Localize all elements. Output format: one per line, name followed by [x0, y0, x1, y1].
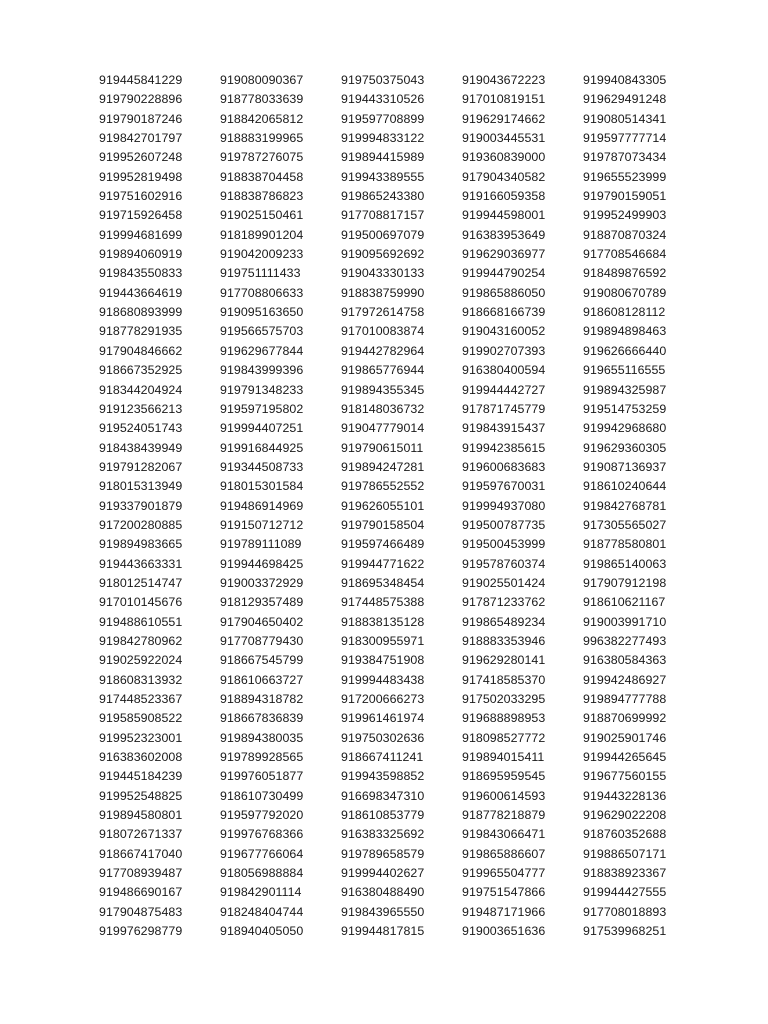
- phone-number-cell: 918344204924: [99, 382, 183, 397]
- phone-number-cell: 918610663727: [220, 672, 304, 687]
- phone-number-cell: 919952323001: [99, 730, 183, 745]
- phone-number-cell: 919894015411: [462, 750, 545, 765]
- phone-number-cell: 919952548825: [99, 788, 183, 803]
- phone-number-cell: 919087136937: [583, 459, 667, 474]
- phone-number-cell: 919025150461: [220, 208, 304, 223]
- phone-number-cell: 918012514747: [99, 575, 183, 590]
- phone-number-cell: 917904340582: [462, 169, 546, 184]
- phone-number-cell: 919715926458: [99, 208, 183, 223]
- phone-number-cell: 918248404744: [220, 904, 304, 919]
- phone-number-cell: 919629491248: [583, 92, 667, 107]
- phone-number-cell: 919943389555: [341, 169, 425, 184]
- phone-number-cell: 916383953649: [462, 227, 546, 242]
- phone-number-cell: 918838759990: [341, 285, 425, 300]
- phone-number-cell: 919843965550: [341, 904, 425, 919]
- phone-number-cell: 919025922024: [99, 653, 183, 668]
- phone-number-cell: 919961461974: [341, 711, 425, 726]
- phone-number-cell: 916383325692: [341, 827, 425, 842]
- phone-number-cell: 919894983665: [99, 537, 183, 552]
- phone-number-cell: 919047779014: [341, 421, 425, 436]
- phone-number-cell: 918778291935: [99, 324, 183, 339]
- phone-number-cell: 918610240644: [583, 479, 667, 494]
- phone-number-cell: 919865140063: [583, 556, 667, 571]
- phone-number-cell: 919597195802: [220, 401, 304, 416]
- phone-number-cell: 918015313949: [99, 479, 183, 494]
- phone-number-cell: 919384751908: [341, 653, 425, 668]
- phone-number-cell: 919443310526: [341, 92, 425, 107]
- phone-number-cell: 919566575703: [220, 324, 304, 339]
- phone-number-cell: 919629677844: [220, 343, 304, 358]
- phone-number-cell: 917010145676: [99, 595, 183, 610]
- phone-number-cell: 918778580801: [583, 537, 667, 552]
- phone-number-cell: 919025501424: [462, 575, 546, 590]
- phone-number-cell: 919902707393: [462, 343, 546, 358]
- phone-number-cell: 916698347310: [341, 788, 425, 803]
- phone-number-cell: 918667836839: [220, 711, 304, 726]
- phone-number-cell: 919080090367: [220, 73, 304, 87]
- phone-number-cell: 919629360305: [583, 440, 667, 455]
- phone-number-cell: 919524051743: [99, 421, 183, 436]
- phone-number-cell: 919865886607: [462, 846, 546, 861]
- phone-number-cell: 919003651636: [462, 924, 546, 939]
- phone-number-cell: 919500453999: [462, 537, 546, 552]
- phone-number-cell: 919789658579: [341, 846, 425, 861]
- phone-number-cell: 919843066471: [462, 827, 546, 842]
- phone-number-cell: 917448575388: [341, 595, 425, 610]
- phone-number-cell: 918883199965: [220, 131, 304, 146]
- phone-number-cell: 917904846662: [99, 343, 183, 358]
- phone-number-cell: 919688898953: [462, 711, 546, 726]
- phone-number-cell: 916380488490: [341, 885, 425, 900]
- phone-number-cell: 919791348233: [220, 382, 304, 397]
- phone-number-cell: 918610730499: [220, 788, 304, 803]
- phone-number-cell: 919487171966: [462, 904, 546, 919]
- phone-number-cell: 919655523999: [583, 169, 667, 184]
- phone-number-cell: 917972614758: [341, 305, 425, 320]
- phone-number-cell: 919578760374: [462, 556, 546, 571]
- phone-number-cell: 918608313932: [99, 672, 183, 687]
- phone-number-cell: 919597792020: [220, 808, 304, 823]
- phone-number-cell: 919994407251: [220, 421, 304, 436]
- phone-number-cell: 917708939487: [99, 866, 183, 881]
- phone-number-cell: 917708018893: [583, 904, 667, 919]
- phone-number-cell: 919943598852: [341, 769, 425, 784]
- phone-number-cell: 919865243380: [341, 189, 425, 204]
- phone-number-cell: 917539968251: [583, 924, 667, 939]
- phone-number-cell: 919629036977: [462, 247, 546, 262]
- phone-number-cell: 919445841229: [99, 73, 183, 87]
- phone-number-cell: 919894777788: [583, 692, 667, 706]
- phone-number-cell: 919080514341: [583, 111, 667, 126]
- phone-number-cell: 919790187246: [99, 111, 183, 126]
- phone-number-cell: 919976051877: [220, 769, 304, 784]
- phone-number-cell: 918842065812: [220, 111, 304, 126]
- phone-number-cell: 918148036732: [341, 401, 425, 416]
- phone-number-cell: 919790228896: [99, 92, 183, 107]
- phone-number-cell: 919597708899: [341, 111, 425, 126]
- phone-number-cell: 918072671337: [99, 827, 183, 842]
- phone-number-cell: 919965504777: [462, 866, 546, 881]
- phone-number-cell: 918778218879: [462, 808, 546, 823]
- phone-number-cell: 919095692692: [341, 247, 425, 262]
- phone-number-cell: 919994937080: [462, 498, 546, 513]
- phone-number-cell: 918883353946: [462, 633, 546, 648]
- phone-number-cell: 919626055101: [341, 498, 425, 513]
- phone-number-cell: 919677560155: [583, 769, 667, 784]
- phone-number-cell: 919894580801: [99, 808, 183, 823]
- phone-number-cell: 919944790254: [462, 266, 546, 281]
- phone-number-cell: 919629174662: [462, 111, 546, 126]
- phone-number-cell: 919790615011: [341, 440, 424, 455]
- phone-number-cell: 919123566213: [99, 401, 183, 416]
- phone-number-cell: 917871233762: [462, 595, 546, 610]
- phone-number-cell: 919025901746: [583, 730, 667, 745]
- phone-number-cell: 918667411241: [341, 750, 424, 765]
- phone-number-cell: 918608128112: [583, 305, 666, 320]
- phone-number-cell: 919944698425: [220, 556, 304, 571]
- phone-number-cell: 919842768781: [583, 498, 667, 513]
- phone-number-cell: 919790158504: [341, 517, 425, 532]
- phone-number-cell: 919894898463: [583, 324, 667, 339]
- phone-number-cell: 919080670789: [583, 285, 667, 300]
- phone-number-cell: 917708817157: [341, 208, 425, 223]
- phone-number-cell: 919043330133: [341, 266, 425, 281]
- phone-number-cell: 919003445531: [462, 131, 546, 146]
- phone-number-cell: 919789111089: [220, 537, 302, 552]
- phone-number-cell: 919597670031: [462, 479, 546, 494]
- phone-number-cell: 919976768366: [220, 827, 304, 842]
- phone-number-cell: 917418585370: [462, 672, 546, 687]
- phone-number-cell: 919751547866: [462, 885, 546, 900]
- phone-number-cell: 918189901204: [220, 227, 304, 242]
- phone-number-cell: 919043672223: [462, 73, 546, 87]
- phone-number-cell: 919337901879: [99, 498, 183, 513]
- phone-number-cell: 919843915437: [462, 421, 546, 436]
- phone-number-cell: 919003372929: [220, 575, 304, 590]
- phone-number-cell: 919150712712: [220, 517, 304, 532]
- phone-number-cell: 918438439949: [99, 440, 183, 455]
- phone-number-cell: 917708546684: [583, 247, 667, 262]
- phone-number-cell: 919894380035: [220, 730, 304, 745]
- phone-number-cell: 919894415989: [341, 150, 425, 165]
- phone-number-cell: 919942968680: [583, 421, 667, 436]
- phone-number-cell: 918129357489: [220, 595, 304, 610]
- phone-number-cell: 919944598001: [462, 208, 546, 223]
- phone-number-cell: 919944265645: [583, 750, 667, 765]
- phone-number-cell: 919166059358: [462, 189, 546, 204]
- phone-number-cell: 919994402627: [341, 866, 425, 881]
- phone-number-cell: 919942385615: [462, 440, 546, 455]
- phone-number-cell: 917010083874: [341, 324, 425, 339]
- phone-number-cell: 919944817815: [341, 924, 425, 939]
- phone-number-cell: 919976298779: [99, 924, 183, 939]
- phone-number-cell: 919865776944: [341, 363, 425, 378]
- phone-number-cell: 918940405050: [220, 924, 304, 939]
- phone-number-cell: 919486690167: [99, 885, 183, 900]
- phone-number-cell: 918760352688: [583, 827, 667, 842]
- phone-number-cell: 919600683683: [462, 459, 546, 474]
- phone-number-cell: 918778033639: [220, 92, 304, 107]
- phone-number-cell: 917448523367: [99, 692, 183, 706]
- phone-number-cell: 918667352925: [99, 363, 183, 378]
- phone-number-cell: 919514753259: [583, 401, 667, 416]
- phone-number-cell: 917200280885: [99, 517, 183, 532]
- phone-number-cell: 919865886050: [462, 285, 546, 300]
- phone-number-cell: 918838786823: [220, 189, 304, 204]
- phone-number-cell: 919585908522: [99, 711, 183, 726]
- phone-number-cell: 918838704458: [220, 169, 304, 184]
- phone-number-cell: 918894318782: [220, 692, 304, 706]
- phone-number-cell: 919843550833: [99, 266, 183, 281]
- phone-number-cell: 919344508733: [220, 459, 304, 474]
- phone-number-cell: 918610621167: [583, 595, 666, 610]
- phone-number-cell: 918695348454: [341, 575, 425, 590]
- phone-number-cell: 918695959545: [462, 769, 546, 784]
- phone-number-cell: 919842901114: [220, 885, 302, 900]
- phone-number-cell: 919789928565: [220, 750, 304, 765]
- phone-number-cell: 919790159051: [583, 189, 667, 204]
- phone-number-cell: 917708779430: [220, 633, 304, 648]
- phone-number-cell: 919486914969: [220, 498, 304, 513]
- phone-number-cell: 919916844925: [220, 440, 304, 455]
- phone-number-cell: 919003991710: [583, 614, 667, 629]
- phone-number-cell: 919952499903: [583, 208, 667, 223]
- phone-number-cell: 919944427555: [583, 885, 667, 900]
- phone-number-cell: 919944771622: [341, 556, 425, 571]
- phone-number-table: [99, 71, 704, 941]
- phone-number-cell: 919842701797: [99, 131, 183, 146]
- phone-number-cell: 919952607248: [99, 150, 183, 165]
- phone-number-cell: 919655116555: [583, 363, 666, 378]
- phone-number-cell: 919942486927: [583, 672, 667, 687]
- phone-number-cell: 916383602008: [99, 750, 183, 765]
- phone-number-cell: 917200666273: [341, 692, 425, 706]
- phone-number-cell: 919944442727: [462, 382, 546, 397]
- phone-number-cell: 917010819151: [462, 92, 546, 107]
- phone-number-cell: 918668166739: [462, 305, 546, 320]
- phone-number-cell: 917502033295: [462, 692, 546, 706]
- phone-number-cell: 918680893999: [99, 305, 183, 320]
- phone-number-cell: 918667545799: [220, 653, 304, 668]
- phone-number-cell: 918610853779: [341, 808, 425, 823]
- phone-number-cell: 919787276075: [220, 150, 304, 165]
- phone-number-cell: 918056988884: [220, 866, 304, 881]
- phone-number-cell: 919842780962: [99, 633, 183, 648]
- phone-number-cell: 917871745779: [462, 401, 546, 416]
- phone-number-cell: 918838923367: [583, 866, 667, 881]
- phone-number-cell: 919865489234: [462, 614, 546, 629]
- phone-number-cell: 919488610551: [99, 614, 183, 629]
- phone-number-cell: 919629280141: [462, 653, 546, 668]
- phone-number-cell: 919787073434: [583, 150, 667, 165]
- phone-number-cell: 917907912198: [583, 575, 667, 590]
- phone-number-cell: 919894355345: [341, 382, 425, 397]
- phone-number-cell: 917708806633: [220, 285, 304, 300]
- phone-number-cell: 919095163650: [220, 305, 304, 320]
- phone-number-cell: 919597466489: [341, 537, 425, 552]
- phone-number-cell: 919940843305: [583, 73, 667, 87]
- phone-number-cell: 919791282067: [99, 459, 183, 474]
- phone-number-cell: 919360839000: [462, 150, 546, 165]
- phone-number-cell: 916380400594: [462, 363, 546, 378]
- phone-number-cell: 919994483438: [341, 672, 425, 687]
- phone-number-cell: 996382277493: [583, 633, 667, 648]
- phone-number-cell: 919994681699: [99, 227, 183, 242]
- phone-number-cell: 918870699992: [583, 711, 667, 726]
- phone-number-cell: 916380584363: [583, 653, 667, 668]
- phone-number-cell: 919443663331: [99, 556, 183, 571]
- phone-number-cell: 919043160052: [462, 324, 546, 339]
- phone-number-cell: 919042009233: [220, 247, 304, 262]
- phone-number-cell: 919629022208: [583, 808, 667, 823]
- phone-number-cell: 919894325987: [583, 382, 667, 397]
- phone-number-cell: 919751602916: [99, 189, 183, 204]
- phone-number-cell: 919443664619: [99, 285, 183, 300]
- phone-number-cell: 919442782964: [341, 343, 425, 358]
- phone-number-cell: 917904875483: [99, 904, 183, 919]
- phone-number-cell: 919597777714: [583, 131, 667, 146]
- phone-number-cell: 919952819498: [99, 169, 183, 184]
- phone-number-cell: 918015301584: [220, 479, 304, 494]
- phone-number-cell: 919677766064: [220, 846, 304, 861]
- phone-number-cell: 919445184239: [99, 769, 183, 784]
- phone-number-cell: 918489876592: [583, 266, 667, 281]
- phone-number-cell: 919751111433: [220, 266, 301, 281]
- phone-number-cell: 919894060919: [99, 247, 183, 262]
- phone-number-cell: 917305565027: [583, 517, 667, 532]
- phone-number-cell: 919886507171: [583, 846, 667, 861]
- phone-number-cell: 919786552552: [341, 479, 425, 494]
- phone-number-cell: 918098527772: [462, 730, 546, 745]
- phone-number-cell: 917904650402: [220, 614, 304, 629]
- phone-number-cell: 919443228136: [583, 788, 667, 803]
- phone-number-cell: 918300955971: [341, 633, 425, 648]
- phone-number-cell: 919750302636: [341, 730, 425, 745]
- phone-number-cell: 919500697079: [341, 227, 425, 242]
- phone-number-cell: 919894247281: [341, 459, 425, 474]
- phone-number-cell: 919626666440: [583, 343, 667, 358]
- phone-number-cell: 919750375043: [341, 73, 425, 87]
- phone-number-cell: 919500787735: [462, 517, 546, 532]
- phone-number-cell: 919600614593: [462, 788, 546, 803]
- phone-number-cell: 918870870324: [583, 227, 667, 242]
- phone-number-cell: 918838135128: [341, 614, 425, 629]
- phone-number-cell: 918667417040: [99, 846, 183, 861]
- phone-number-cell: 919994833122: [341, 131, 425, 146]
- phone-number-cell: 919843999396: [220, 363, 304, 378]
